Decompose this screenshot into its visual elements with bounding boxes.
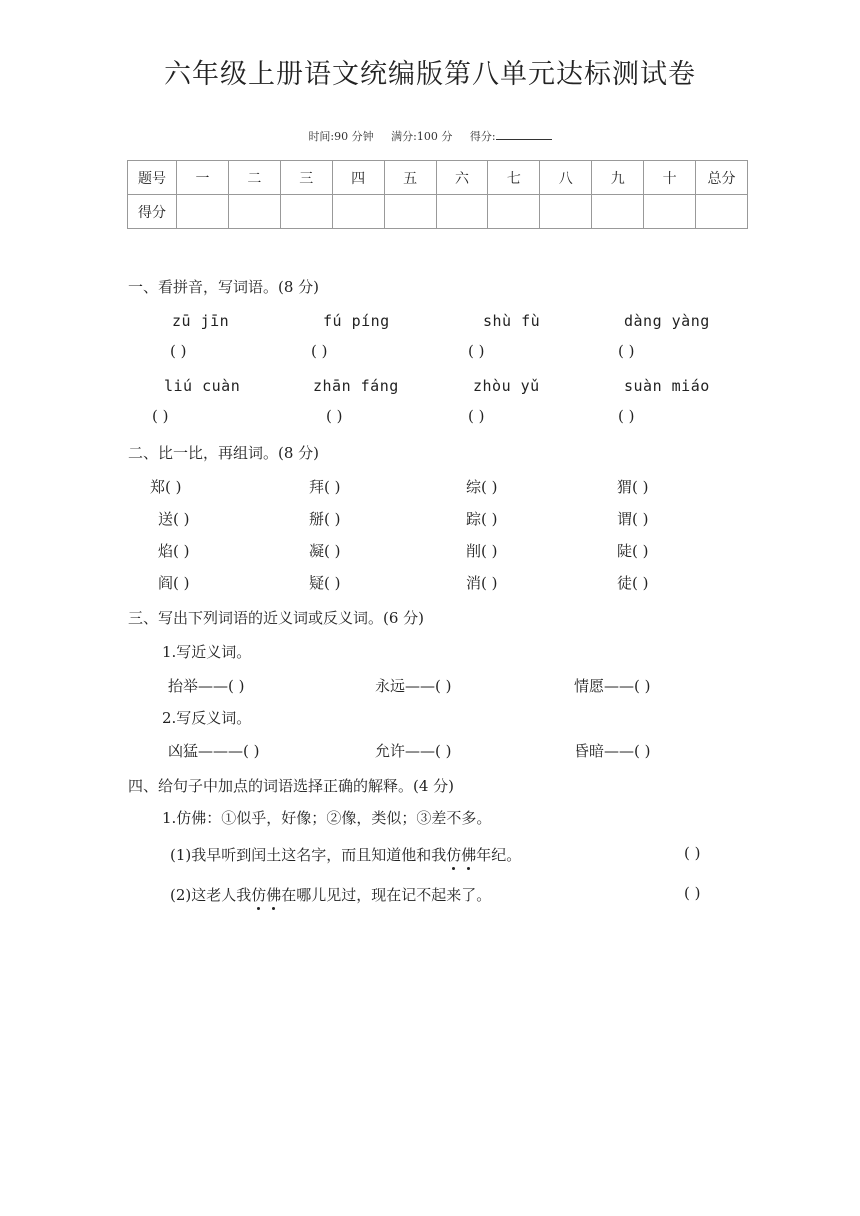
synonym-item[interactable]: 情愿——( ) xyxy=(574,677,651,695)
dotted-word xyxy=(251,886,281,904)
score-cell[interactable] xyxy=(540,195,592,229)
dotted-char: 佛 xyxy=(266,886,282,904)
score-table-score-row xyxy=(128,195,748,229)
answer-blank[interactable]: ( ) xyxy=(684,844,701,862)
section-2-heading: 二、比一比，再组词。(8 分) xyxy=(128,444,320,462)
answer-blank[interactable]: ( ) xyxy=(326,407,343,425)
synonym-item[interactable]: 永远——( ) xyxy=(375,677,452,695)
time-limit: 时间:90 分钟 xyxy=(308,130,374,143)
compare-item: 凝( ) xyxy=(309,542,341,560)
score-cell[interactable] xyxy=(280,195,332,229)
synonym-item[interactable]: 抬举——( ) xyxy=(168,677,245,695)
score-cell[interactable] xyxy=(436,195,488,229)
compare-item: 陡( ) xyxy=(617,542,649,560)
table-cell: 得分 xyxy=(128,195,177,229)
compare-item: 谓( ) xyxy=(617,510,649,528)
compare-item: 综( ) xyxy=(466,478,498,496)
score-cell[interactable] xyxy=(332,195,384,229)
sub-heading-synonym: 1.写近义词。 xyxy=(162,643,252,661)
compare-item: 郑( ) xyxy=(150,478,182,496)
table-cell: 十 xyxy=(644,161,696,195)
table-cell: 六 xyxy=(436,161,488,195)
dotted-char: 仿 xyxy=(251,886,267,904)
answer-blank[interactable]: ( ) xyxy=(170,342,187,360)
table-cell: 三 xyxy=(280,161,332,195)
dotted-char: 佛 xyxy=(461,846,477,864)
score-table-header-row xyxy=(128,161,748,195)
pinyin-1: zū jīn xyxy=(172,312,230,330)
score-cell[interactable] xyxy=(177,195,229,229)
table-cell: 九 xyxy=(592,161,644,195)
pinyin-5: liú cuàn xyxy=(164,377,241,395)
sub-heading-antonym: 2.写反义词。 xyxy=(162,709,252,727)
compare-item: 疑( ) xyxy=(309,574,341,592)
pinyin-2: fú píng xyxy=(323,312,390,330)
question-2: (2)这老人我仿佛在哪儿见过，现在记不起来了。 xyxy=(170,886,492,904)
score-cell[interactable] xyxy=(488,195,540,229)
score-cell[interactable] xyxy=(696,195,748,229)
pinyin-7: zhòu yǔ xyxy=(473,377,540,395)
score-cell[interactable] xyxy=(228,195,280,229)
compare-item: 焰( ) xyxy=(158,542,190,560)
table-cell: 总分 xyxy=(696,161,748,195)
score-cell[interactable] xyxy=(644,195,696,229)
antonym-item[interactable]: 凶猛———( ) xyxy=(168,742,260,760)
compare-item: 踪( ) xyxy=(466,510,498,528)
pinyin-3: shù fù xyxy=(483,312,541,330)
table-cell: 一 xyxy=(177,161,229,195)
pinyin-8: suàn miáo xyxy=(624,377,710,395)
definition-line: 1.仿佛：①似乎，好像；②像，类似；③差不多。 xyxy=(162,809,492,827)
answer-blank[interactable]: ( ) xyxy=(468,342,485,360)
section-1-heading: 一、看拼音，写词语。(8 分) xyxy=(128,278,320,296)
table-cell: 二 xyxy=(228,161,280,195)
score-table xyxy=(127,160,748,229)
answer-blank[interactable]: ( ) xyxy=(618,342,635,360)
score-cell[interactable] xyxy=(592,195,644,229)
compare-item: 徒( ) xyxy=(617,574,649,592)
dotted-char: 仿 xyxy=(446,846,462,864)
table-cell: 五 xyxy=(384,161,436,195)
table-cell: 八 xyxy=(540,161,592,195)
question-1: (1)我早听到闰土这名字，而且知道他和我仿佛年纪。 xyxy=(170,846,522,864)
section-3-heading: 三、写出下列词语的近义词或反义词。(6 分) xyxy=(128,609,425,627)
compare-item: 猬( ) xyxy=(617,478,649,496)
full-score: 满分:100 分 xyxy=(391,130,453,143)
dotted-word xyxy=(446,846,476,864)
compare-item: 送( ) xyxy=(158,510,190,528)
section-4-heading: 四、给句子中加点的词语选择正确的解释。(4 分) xyxy=(128,777,455,795)
antonym-item[interactable]: 允许——( ) xyxy=(375,742,452,760)
antonym-item[interactable]: 昏暗——( ) xyxy=(574,742,651,760)
table-cell: 题号 xyxy=(128,161,177,195)
table-cell: 七 xyxy=(488,161,540,195)
compare-item: 消( ) xyxy=(466,574,498,592)
pinyin-4: dàng yàng xyxy=(624,312,710,330)
answer-blank[interactable]: ( ) xyxy=(468,407,485,425)
compare-item: 拜( ) xyxy=(309,478,341,496)
compare-item: 阎( ) xyxy=(158,574,190,592)
table-cell: 四 xyxy=(332,161,384,195)
score-field: 得分: xyxy=(470,130,552,143)
answer-blank[interactable]: ( ) xyxy=(618,407,635,425)
score-cell[interactable] xyxy=(384,195,436,229)
compare-item: 掰( ) xyxy=(309,510,341,528)
answer-blank[interactable]: ( ) xyxy=(311,342,328,360)
answer-blank[interactable]: ( ) xyxy=(684,884,701,902)
exam-meta xyxy=(0,128,860,144)
page-title: 六年级上册语文统编版第八单元达标测试卷 xyxy=(164,59,696,90)
pinyin-6: zhān fáng xyxy=(313,377,399,395)
compare-item: 削( ) xyxy=(466,542,498,560)
answer-blank[interactable]: ( ) xyxy=(152,407,169,425)
